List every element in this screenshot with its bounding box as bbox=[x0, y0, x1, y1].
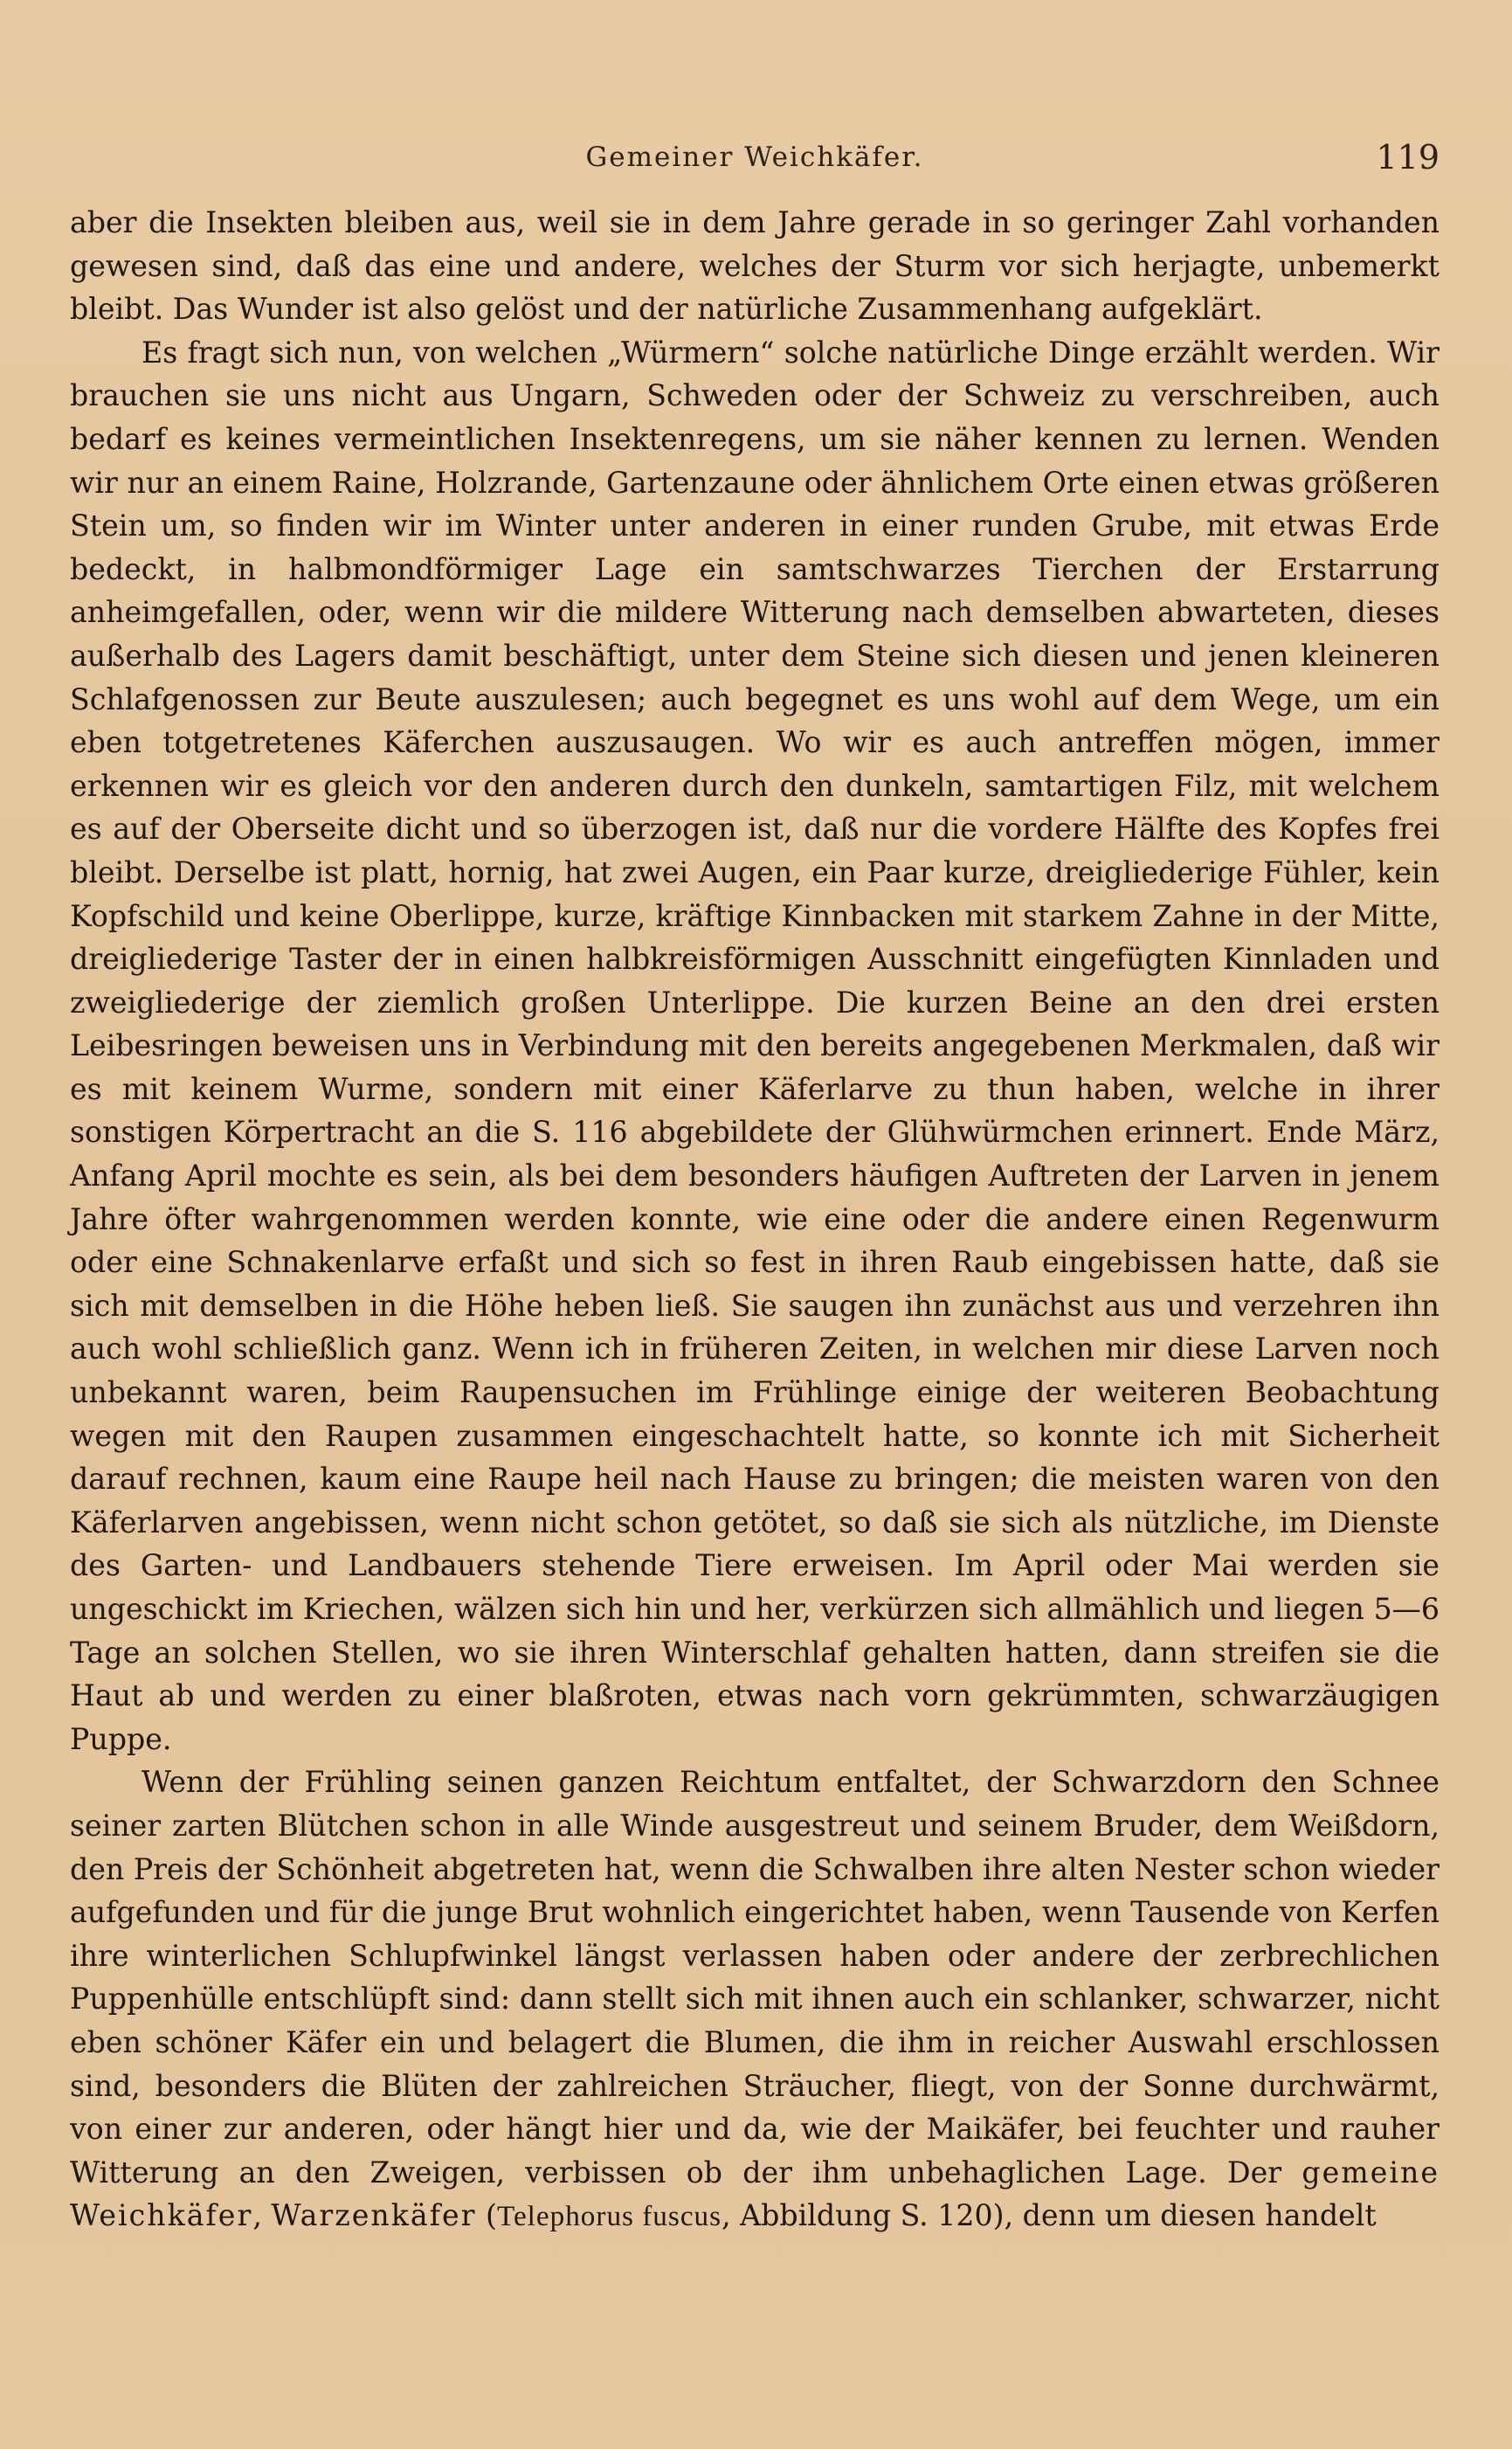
paragraph-2: Es fragt sich nun, von welchen „Würmern“ solche natürliche Dinge erzählt werden. Wir brauchen sie uns nicht aus Ungarn, Schweden oder der Schweiz zu verschreiben, auch bedarf es keines vermeintlichen Insektenregens, um sie näher kennen zu lernen. Wenden wir nur an einem Raine, Holzrande, Gartenzaune oder ähnlichem Orte einen etwas größeren Stein um, so finden wir im Winter unter anderen in einer runden Grube, mit etwas Erde bedeckt, in halbmondförmiger Lage ein samtschwarzes Tierchen der Erstarrung anheimgefallen, oder, wenn wir die mildere Witterung nach demselben abwarteten, dieses außerhalb des Lagers damit beschäftigt, unter dem Steine sich diesen und jenen kleineren Schlafgenossen zur Beute auszulesen; auch begegnet es uns wohl auf dem Wege, um ein eben totgetretenes Käferchen auszusaugen. Wo wir es auch antreffen mögen, immer erkennen wir es gleich vor den anderen durch den dunkeln, samtartigen Filz, mit welchem es auf der Oberseite dicht und so überzogen ist, daß nur die vordere Hälfte des Kopfes frei bleibt. Derselbe ist platt, hornig, hat zwei Augen, ein Paar kurze, dreigliederige Fühler, kein Kopfschild und keine Oberlippe, kurze, kräftige Kinnbacken mit starkem Zahne in der Mitte, dreigliederige Taster der in einen halbkreisförmigen Ausschnitt eingefügten Kinnladen und zweigliederige der ziemlich großen Unterlippe. Die kurzen Beine an den drei ersten Leibesringen beweisen uns in Verbindung mit den bereits angegebenen Merkmalen, daß wir es mit keinem Wurme, sondern mit einer Käferlarve zu thun haben, welche in ihrer sonstigen Körpertracht an die S. 116 abgebildete der Glühwürmchen erinnert. Ende März, Anfang April mochte es sein, als bei dem besonders häufigen Auftreten der Larven in jenem Jahre öfter wahrgenommen werden konnte, wie eine oder die andere einen Regenwurm oder eine Schnakenlarve erfaßt und sich so fest in ihren Raub eingebissen hatte, daß sie sich mit demselben in die Höhe heben ließ. Sie saugen ihn zunächst aus und verzehren ihn auch wohl schließlich ganz. Wenn ich in früheren Zeiten, in welchen mir diese Larven noch unbekannt waren, beim Raupensuchen im Frühlinge einige der weiteren Beobachtung wegen mit den Raupen zusammen eingeschachtelt hatte, so konnte ich mit Sicherheit darauf rechnen, kaum eine Raupe heil nach Hause zu bringen; die meisten waren von den Käferlarven angebissen, wenn nicht schon getötet, so daß sie sich als nützliche, im Dienste des Garten- und Landbauers stehende Tiere erweisen. Im April oder Mai werden sie ungeschickt im Kriechen, wälzen sich hin und her, verkürzen sich allmählich und liegen 5—6 Tage an solchen Stellen, wo sie ihren Winterschlaf gehalten hatten, dann streifen sie die Haut ab und werden zu einer blaßroten, etwas nach vorn gekrümmten, schwarzäugigen Puppe. bbox=[70, 335, 1440, 1756]
body-text bbox=[70, 201, 1440, 2238]
paragraph-3-separator: , bbox=[252, 2198, 272, 2233]
page-number: 119 bbox=[1376, 138, 1440, 176]
running-head bbox=[70, 131, 1440, 201]
book-page bbox=[70, 131, 1440, 2368]
species-common-name: gemeine Weichkäfer bbox=[70, 2155, 1440, 2233]
paragraph-3 bbox=[70, 1761, 1440, 2238]
paragraph-3-tail: , Abbildung S. 120), denn um diesen handelt bbox=[721, 2198, 1377, 2233]
paragraph-3-text: Wenn der Frühling seinen ganzen Reichtum entfaltet, der Schwarzdorn den Schnee seiner zarten Blütchen schon in alle Winde ausgestreut und seinem Bruder, dem Weißdorn, den Preis der Schönheit abgetreten hat, wenn die Schwalben ihre alten Nester schon wieder aufgefunden und für die junge Brut wohnlich eingerichtet haben, wenn Tausende von Kerfen ihre winterlichen Schlupfwinkel längst verlassen haben oder andere der zerbrechlichen Puppenhülle entschlüpft sind: dann stellt sich mit ihnen auch ein schlanker, schwarzer, nicht eben schöner Käfer ein und belagert die Blumen, die ihm in reicher Auswahl erschlossen sind, besonders die Blüten der zahlreichen Sträucher, fliegt, von der Sonne durchwärmt, von einer zur anderen, oder hängt hier und da, wie der Maikäfer, bei feuchter und rauher Witterung an den Zweigen, verbissen ob der ihm unbehaglichen Lage. Der bbox=[70, 1765, 1440, 2190]
species-alt-name: Warzenkäfer bbox=[271, 2198, 477, 2233]
paragraph-1: aber die Insekten bleiben aus, weil sie in dem Jahre gerade in so geringer Zahl vorhanden gewesen sind, daß das eine und andere, welches der Sturm vor sich herjagte, unbemerkt bleibt. Das Wunder ist also gelöst und der natürliche Zusammenhang aufgeklärt. bbox=[70, 205, 1440, 327]
running-title: Gemeiner Weichkäfer. bbox=[585, 142, 924, 173]
species-latin-name: Telephorus fuscus bbox=[496, 2200, 722, 2233]
paragraph-3-paren: ( bbox=[476, 2198, 497, 2233]
